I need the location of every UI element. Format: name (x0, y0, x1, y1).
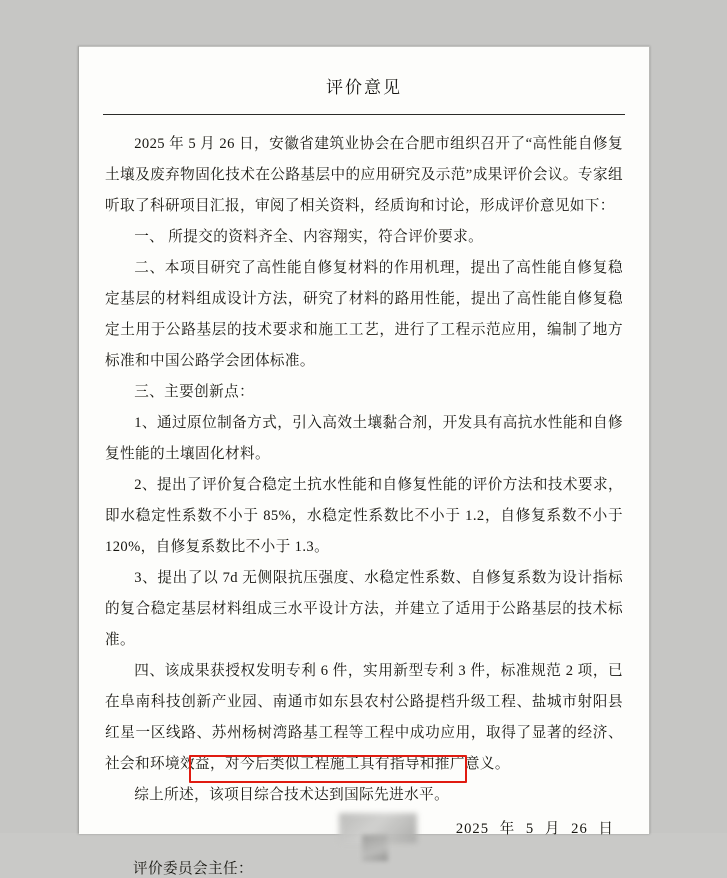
paragraph-innovation-2: 2、提出了评价复合稳定土抗水性能和自修复性能的评价方法和技术要求，即水稳定性系数不小于 85%，水稳定性系数比不小于 1.2，自修复系数不小于 120%，自修复系数比不小于 1.3。 (105, 477, 623, 555)
paragraph-conclusion (105, 780, 623, 811)
signature-label: 评价委员会主任： (133, 861, 253, 877)
title-divider (103, 114, 625, 115)
document-body (105, 129, 623, 811)
date-year-unit: 年 (499, 821, 516, 837)
conclusion-prefix: 综上所述， (134, 787, 210, 803)
paragraph-item-3: 三、主要创新点： (134, 384, 255, 400)
paragraph-innovation-3: 3、提出了以 7d 无侧限抗压强度、水稳定性系数、自修复系数为设计指标的复合稳定基层材料组成三水平设计方法，并建立了适用于公路基层的技术标准。 (105, 570, 623, 648)
paragraph-intro: 2025 年 5 月 26 日，安徽省建筑业协会在合肥市组织召开了“高性能自修复土壤及废弃物固化技术在公路基层中的应用研究及示范”成果评价会议。专家组听取了科研项目汇报，审阅了相关资料，经质询和讨论，形成评价意见如下： (105, 136, 623, 214)
date-day: 26 (571, 821, 588, 837)
date-day-unit: 日 (598, 821, 614, 837)
date-month-unit: 月 (544, 821, 561, 837)
date-year: 2025 (455, 821, 489, 837)
conclusion-highlight-text: 该项目综合技术达到国际先进水平。 (209, 787, 450, 803)
date-month: 5 (525, 821, 535, 837)
paragraph-item-2: 二、本项目研究了高性能自修复材料的作用机理，提出了高性能自修复稳定基层的材料组成设计方法，研究了材料的路用性能，提出了高性能自修复稳定土用于公路基层的技术要求和施工工艺，进行了工程示范应用，编制了地方标准和中国公路学会团体标准。 (105, 260, 623, 369)
paragraph-innovation-1: 1、通过原位制备方式，引入高效土壤黏合剂，开发具有高抗水性能和自修复性能的土壤固化材料。 (105, 415, 623, 462)
paragraph-item-4: 四、该成果获授权发明专利 6 件，实用新型专利 3 件，标准规范 2 项，已在阜南科技创新产业园、南通市如东县农村公路提档升级工程、盐城市射阳县红星一区线路、苏州杨树湾路基工程等工程中成功应用，取得了显著的经济、社会和环境效益，对今后类似工程施工具有指导和推广意义。 (105, 663, 623, 772)
document-page (78, 46, 650, 877)
paragraph-item-1: 一、 所提交的资料齐全、内容翔实，符合评价要求。 (134, 229, 484, 245)
document-date (453, 817, 617, 838)
seal-redacted (362, 835, 388, 861)
page-title: 评价意见 (326, 78, 402, 97)
page-left-edge (78, 46, 79, 833)
